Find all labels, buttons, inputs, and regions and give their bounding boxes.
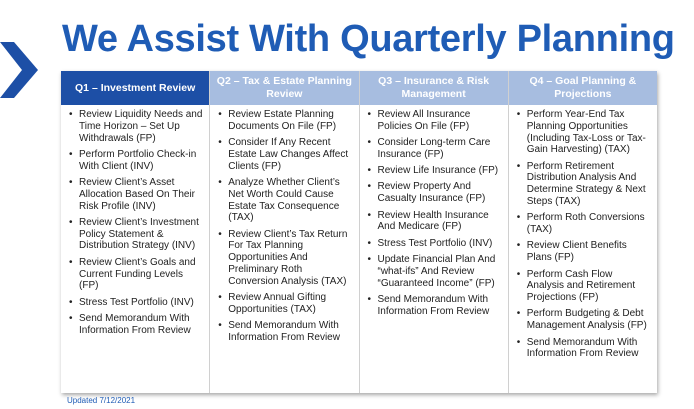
list-item: • Review Client Benefits Plans (FP) — [527, 240, 651, 264]
list-item: • Stress Test Portfolio (INV) — [79, 297, 203, 309]
list-item: • Consider Long-term Care Insurance (FP) — [378, 137, 502, 161]
column-q1 — [61, 71, 209, 393]
list-item: • Review Liquidity Needs and Time Horizon – Set Up Withdrawals (FP) — [79, 109, 203, 144]
list-item: • Update Financial Plan And “what-ifs” And Review “Guaranteed Income” (FP) — [378, 254, 502, 289]
list-item: • Review Client’s Investment Policy Statement & Distribution Strategy (INV) — [79, 217, 203, 252]
column-header-q3: Q3 – Insurance & Risk Management — [360, 71, 508, 105]
item-list — [214, 109, 352, 344]
list-item: • Review Health Insurance And Medicare (FP) — [378, 210, 502, 234]
list-item: • Send Memorandum With Information From Review — [79, 313, 203, 337]
list-item: • Analyze Whether Client’s Net Worth Could Cause Estate Tax Consequence (TAX) — [228, 177, 352, 224]
list-item: • Review Client’s Goals and Current Funding Levels (FP) — [79, 257, 203, 292]
list-item: • Send Memorandum With Information From Review — [378, 294, 502, 318]
list-item: • Review Client’s Asset Allocation Based On Their Risk Profile (INV) — [79, 177, 203, 212]
column-header-q2: Q2 – Tax & Estate Planning Review — [210, 71, 358, 105]
column-q2 — [209, 71, 358, 393]
chevron-right-icon — [0, 42, 38, 98]
list-item: • Perform Cash Flow Analysis and Retirement Projections (FP) — [527, 269, 651, 304]
list-item: • Perform Year-End Tax Planning Opportunities (Including Tax-Loss or Tax-Gain Harvesting) (TAX) — [527, 109, 651, 156]
list-item: • Consider If Any Recent Estate Law Changes Affect Clients (FP) — [228, 137, 352, 172]
item-list — [513, 109, 651, 360]
page-title: We Assist With Quarterly Planning — [62, 18, 675, 60]
list-item: • Perform Roth Conversions (TAX) — [527, 212, 651, 236]
list-item: • Review Property And Casualty Insurance (FP) — [378, 181, 502, 205]
list-item: • Send Memorandum With Information From Review — [527, 337, 651, 361]
list-item: • Stress Test Portfolio (INV) — [378, 238, 502, 250]
list-item: • Perform Portfolio Check-in With Client (INV) — [79, 149, 203, 173]
list-item: • Send Memorandum With Information From Review — [228, 320, 352, 344]
list-item: • Review Life Insurance (FP) — [378, 165, 502, 177]
list-item: • Review All Insurance Policies On File (FP) — [378, 109, 502, 133]
item-list — [364, 109, 502, 317]
item-list — [65, 109, 203, 337]
column-q3 — [359, 71, 508, 393]
list-item: • Perform Budgeting & Debt Management Analysis (FP) — [527, 308, 651, 332]
list-item: • Review Annual Gifting Opportunities (TAX) — [228, 292, 352, 316]
list-item: • Review Estate Planning Documents On File (FP) — [228, 109, 352, 133]
column-q4 — [508, 71, 657, 393]
list-item: • Perform Retirement Distribution Analysis And Determine Strategy & Next Steps (TAX) — [527, 161, 651, 208]
quarterly-planning-table — [61, 71, 657, 393]
list-item: • Review Client’s Tax Return For Tax Planning Opportunities And Preliminary Roth Conversion Analysis (TAX) — [228, 229, 352, 288]
column-header-q4: Q4 – Goal Planning & Projections — [509, 71, 657, 105]
updated-date: Updated 7/12/2021 — [67, 396, 136, 405]
column-header-q1: Q1 – Investment Review — [61, 71, 209, 105]
